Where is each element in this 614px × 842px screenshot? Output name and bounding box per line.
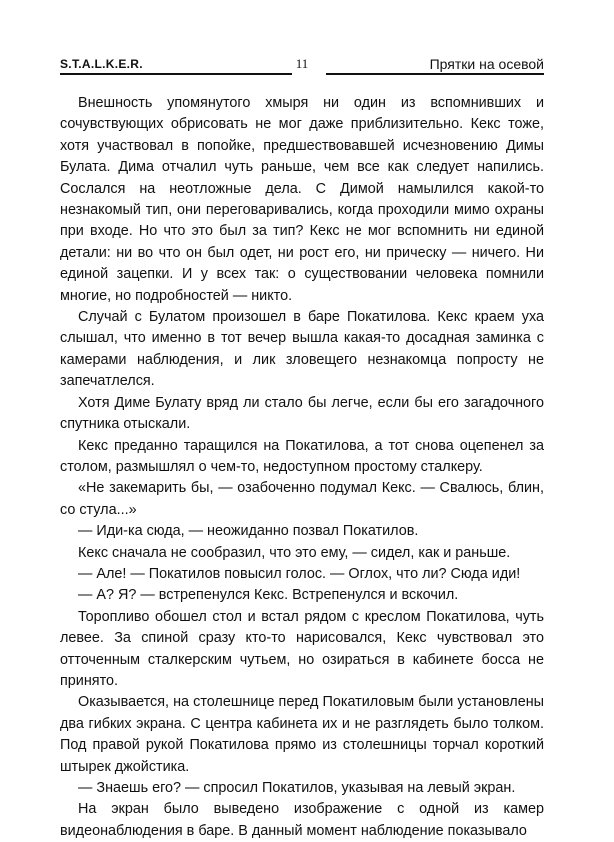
paragraph: Внешность упомянутого хмыря ни один из вспомнивших и сочувствующих обрисовать не мог даже приблизительно. Кекс тоже, хотя участвовал в попойке, предшествовавшей исчезновению Димы Булата. Дима отчалил чуть раньше, чем все как следует напились. Сослался на неотложные дела. С Димой намылился какой-то незнакомый тип, они переговаривались, когда проходили мимо охраны при входе. Но что это был за тип? Кекс не мог вспомнить ни единой детали: ни во что он был одет, ни рост его, ни прическу — ничего. Ни единой зацепки. И у всех так: о существовании человека помнили многие, но подробностей — никто. bbox=[60, 95, 544, 304]
paragraph: Оказывается, на столешнице перед Покатиловым были установлены два гибких экрана. С центра кабинета их и не разглядеть было толком. Под правой рукой Покатилова прямо из столешницы торчал короткий штырек джойстика. bbox=[60, 694, 544, 775]
paragraph: — Иди-ка сюда, — неожиданно позвал Покатилов. bbox=[78, 523, 419, 540]
paragraph: Случай с Булатом произошел в баре Покатилова. Кекс краем уха слышал, что именно в тот вечер вышла какая-то досадная заминка с камерами наблюдения, и лик зловещего незнакомца попросту не запечатлелся. bbox=[60, 309, 544, 390]
running-header bbox=[60, 56, 544, 76]
chapter-title: Прятки на осевой bbox=[429, 56, 544, 72]
body-text bbox=[60, 93, 544, 842]
paragraph: Кекс преданно таращился на Покатилова, а тот снова оцепенел за столом, размышлял о чем-то, недоступном простому сталкеру. bbox=[60, 437, 544, 475]
header-rule-right bbox=[326, 73, 544, 75]
paragraph: Торопливо обошел стол и встал рядом с креслом Покатилова, чуть левее. За спиной сразу кто-то нарисовался, Кекс чувствовал это отточенным сталкерским чутьем, но озираться в кабинете босса не принято. bbox=[60, 608, 544, 689]
paragraph: — А? Я? — встрепенулся Кекс. Встрепенулся и вскочил. bbox=[78, 587, 459, 604]
paragraph: На экран было выведено изображение с одной из камер видеонаблюдения в баре. В данный момент наблюдение показывало bbox=[60, 801, 544, 839]
header-rule-left bbox=[60, 73, 292, 75]
paragraph: Хотя Диме Булату вряд ли стало бы легче, если бы его загадочного спутника отыскали. bbox=[60, 394, 544, 433]
paragraph: Кекс сначала не сообразил, что это ему, — сидел, как и раньше. bbox=[78, 544, 511, 561]
page-number: 11 bbox=[295, 56, 309, 71]
paragraph: — Знаешь его? — спросил Покатилов, указывая на левый экран. bbox=[78, 780, 516, 796]
paragraph: «Не закемарить бы, — озабоченно подумал Кекс. — Свалюсь, блин, со стула...» bbox=[60, 480, 544, 518]
series-title: S.T.A.L.K.E.R. bbox=[60, 57, 143, 71]
paragraph: — Але! — Покатилов повысил голос. — Оглох, что ли? Сюда иди! bbox=[78, 565, 521, 582]
